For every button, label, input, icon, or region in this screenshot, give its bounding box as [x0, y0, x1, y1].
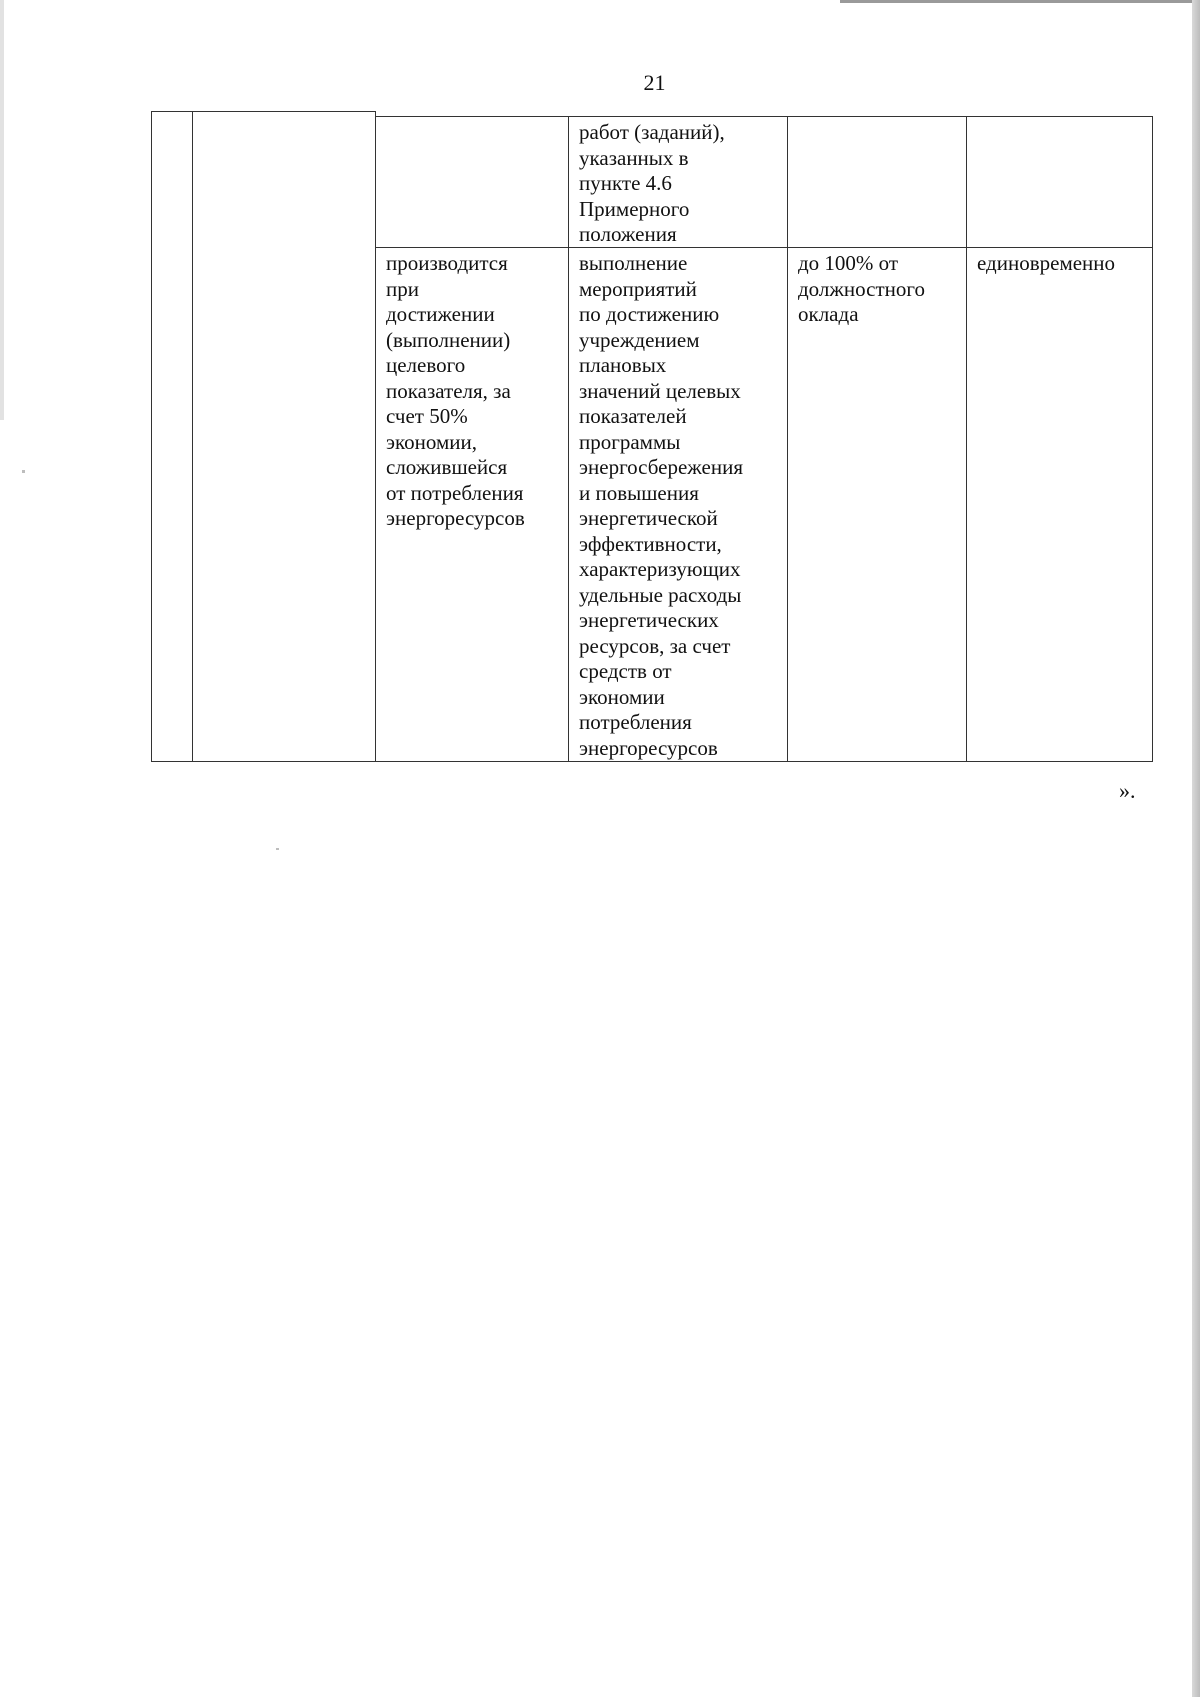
table-cell-criterion-continued: работ (заданий), указанных в пункте 4.6 Примерного положения	[568, 116, 788, 248]
table-cell-condition: производится при достижении (выполнении) целевого показателя, за счет 50% экономии, сложившейся от потребления энергоресурсов	[375, 247, 569, 762]
page-number: 21	[643, 70, 666, 95]
closing-quote-mark: ».	[1119, 778, 1136, 803]
table-cell-frequency-continued	[966, 116, 1153, 248]
scan-edge-top	[840, 0, 1200, 3]
scan-speck	[22, 470, 25, 473]
table-cell-number	[151, 111, 193, 762]
table-cell-payment-name	[192, 111, 376, 762]
scan-speck	[276, 848, 279, 850]
scan-edge-right	[1192, 0, 1200, 1697]
scan-edge-left	[0, 0, 4, 420]
table-cell-condition-continued	[375, 116, 569, 248]
table-cell-criterion: выполнение мероприятий по достижению учреждением плановых значений целевых показателей программы энергосбережения и повышения энергетической эффективности, характеризующих удельные расходы энергетических ресурсов, за счет средств от экономии потребления энергоресурсов	[568, 247, 788, 762]
table-cell-frequency: единовременно	[966, 247, 1153, 762]
table-cell-amount: до 100% от должностного оклада	[787, 247, 967, 762]
table-cell-amount-continued	[787, 116, 967, 248]
